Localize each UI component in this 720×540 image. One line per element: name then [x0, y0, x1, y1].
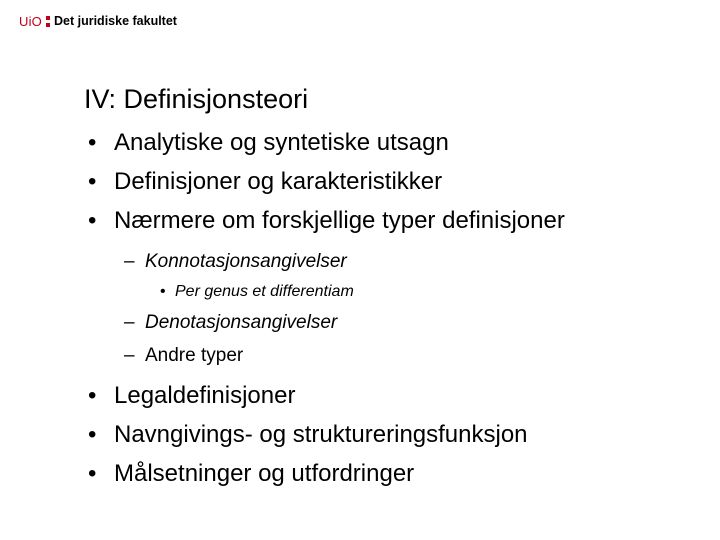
bullet-marker: •	[88, 382, 97, 409]
bullet-item	[88, 129, 449, 157]
uio-logo-text: UiO	[19, 13, 42, 29]
bullet-text: Navngivings- og struktureringsfunksjon	[114, 421, 528, 448]
bullet-text: Nærmere om forskjellige typer definisjoner	[114, 207, 565, 234]
dash-marker: –	[124, 345, 135, 366]
bullet-item	[88, 168, 442, 196]
sub-bullet-item	[124, 251, 347, 273]
dash-marker: –	[124, 312, 135, 333]
sub-sub-bullet-text: Per genus et differentiam	[175, 283, 354, 300]
bullet-item	[88, 207, 565, 235]
bullet-item	[88, 460, 414, 488]
faculty-name: Det juridiske fakultet	[54, 14, 177, 28]
bullet-text: Målsetninger og utfordringer	[114, 460, 415, 487]
bullet-marker: •	[88, 168, 97, 195]
sub-bullet-item	[124, 312, 337, 334]
bullet-marker: •	[88, 460, 97, 487]
sub-bullet-text: Denotasjonsangivelser	[145, 312, 338, 333]
bullet-text: Analytiske og syntetiske utsagn	[114, 129, 449, 156]
sub-bullet-text: Konnotasjonsangivelser	[145, 251, 347, 272]
bullet-marker: •	[88, 421, 97, 448]
bullet-marker: •	[88, 129, 97, 156]
dash-marker: –	[124, 251, 135, 272]
bullet-marker: •	[88, 207, 97, 234]
bullet-item	[88, 421, 528, 449]
sub-bullet-text: Andre typer	[145, 345, 244, 366]
bullet-text: Legaldefinisjoner	[114, 382, 296, 409]
slide-title: IV: Definisjonsteori	[84, 84, 309, 114]
sub-bullet-item	[124, 345, 243, 367]
bullet-text: Definisjoner og karakteristikker	[114, 168, 443, 195]
bullet-item	[88, 382, 295, 410]
sub-sub-bullet-item	[160, 283, 354, 301]
bullet-marker: •	[160, 283, 166, 300]
